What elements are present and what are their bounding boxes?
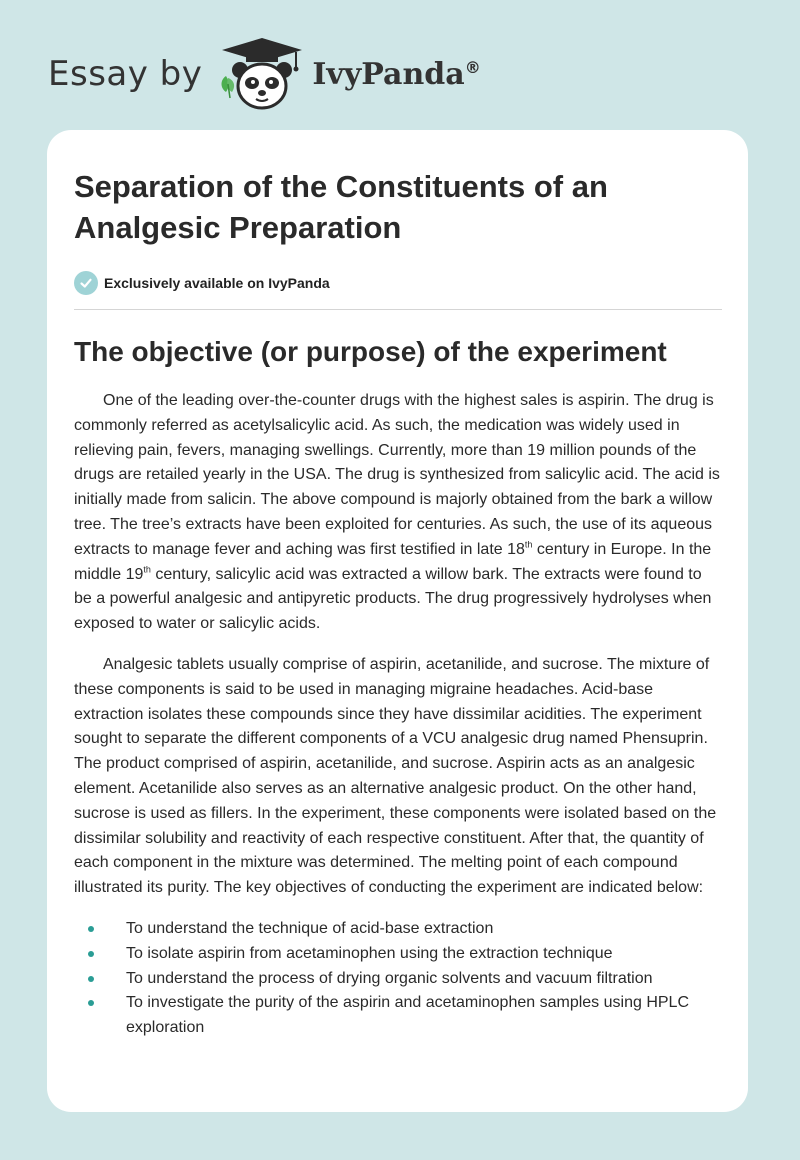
paragraph-1: One of the leading over-the-counter drugs with the highest sales is aspirin. The drug is commonly referred as acetylsalicylic acid. As such, the medication was widely used in relieving pain, fevers, managing swellings. Currently, more than 19 million pounds of the drugs are retailed yearly in the USA. The drug is synthesized from salicylic acid. The acid is initially made from salicin. The above compound is majorly obtained from the bark a willow tree. The tree’s extracts have been exploited for centuries. As such, the use of its aqueous extracts to manage fever and aching was first testified in late 18th century in Europe. In the middle 19th century, salicylic acid was extracted a willow bark. The extracts were found to be a powerful analgesic and antipyretic products. The drug progressively hydrolyses when exposed to water or salicylic acids. [74, 392, 720, 633]
exclusive-badge-label: Exclusively available on IvyPanda [104, 275, 330, 291]
bullet-icon [88, 951, 94, 957]
divider [74, 309, 722, 310]
panda-logo-icon[interactable] [216, 36, 308, 112]
list-item: To isolate aspirin from acetaminophen using the extraction technique [74, 942, 722, 967]
essay-card [47, 130, 748, 1112]
list-item: To understand the process of drying organic solvents and vacuum filtration [74, 967, 722, 992]
brand-name: IvyPanda® [312, 56, 481, 92]
list-item: To understand the technique of acid-base extraction [74, 917, 722, 942]
exclusive-badge [74, 270, 722, 296]
page-title: Separation of the Constituents of an Analgesic Preparation [74, 169, 608, 245]
objectives-list [74, 917, 722, 1041]
paragraph-2: Analgesic tablets usually comprise of aspirin, acetanilide, and sucrose. The mixture of these components is said to be used in managing migraine headaches. Acid-base extraction isolates these compounds since they have dissimilar acidities. The experiment sought to separate the different components of a VCU analgesic drug named Phensuprin. The product comprised of aspirin, acetanilide, and sucrose. Aspirin acts as an analgesic element. Acetanilide also serves as an alternative analgesic product. On the other hand, sucrose is used as fillers. In the experiment, these components were isolated based on the dissimilar solubility and reactivity of each respective constituent. After that, the quantity of each component in the mixture was determined. The melting point of each compound illustrated its purity. The key objectives of conducting the experiment are indicated below: [74, 655, 717, 897]
registered-mark: ® [464, 57, 481, 77]
list-item: To investigate the purity of the aspirin and acetaminophen samples using HPLC exploration [74, 991, 722, 1041]
section-heading: The objective (or purpose) of the experiment [74, 336, 667, 367]
brand-header [48, 34, 481, 114]
check-icon [74, 271, 98, 295]
brand-prefix: Essay by [48, 54, 203, 94]
bullet-icon [88, 926, 94, 932]
bullet-icon [88, 1000, 94, 1006]
bullet-icon [88, 976, 94, 982]
